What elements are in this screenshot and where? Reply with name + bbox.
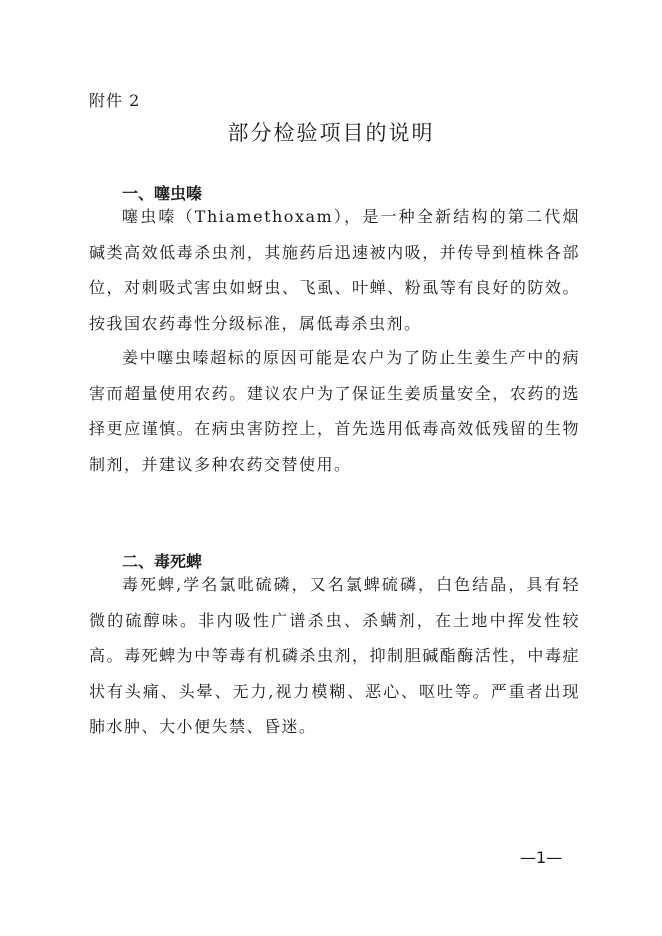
page-number: —1— <box>520 848 563 867</box>
section-heading-chlorpyrifos: 二、毒死蜱 <box>122 552 203 571</box>
section-heading-thiamethoxam: 一、噻虫嗪 <box>122 184 203 203</box>
paragraph-thiamethoxam-description: 噻虫嗪（Thiamethoxam），是一种全新结构的第二代烟碱类高效低毒杀虫剂，其施药后迅速被内吸，并传导到植株各部位，对刺吸式害虫如蚜虫、飞虱、叶蝉、粉虱等有良好的防效。按我国农药毒性分级标准，属低毒杀虫剂。 <box>89 207 580 333</box>
document-title: 部分检验项目的说明 <box>227 121 435 145</box>
paragraph-thiamethoxam-advice: 姜中噻虫嗪超标的原因可能是农户为了防止生姜生产中的病害而超量使用农药。建议农户为了保证生姜质量安全，农药的选择更应谨慎。在病虫害防控上，首先选用低毒高效低残留的生物制剂，并建议多种农药交替使用。 <box>89 348 580 474</box>
attachment-label: 附件 2 <box>89 91 141 110</box>
paragraph-chlorpyrifos-description: 毒死蜱,学名氯吡硫磷，又名氯蜱硫磷，白色结晶，具有轻微的硫醇味。非内吸性广谱杀虫、杀螨剂，在土地中挥发性较高。毒死蜱为中等毒有机磷杀虫剂，抑制胆碱酯酶活性，中毒症状有头痛、头晕、无力,视力模糊、恶心、呕吐等。严重者出现肺水肿、大小便失禁、昏迷。 <box>89 575 580 736</box>
